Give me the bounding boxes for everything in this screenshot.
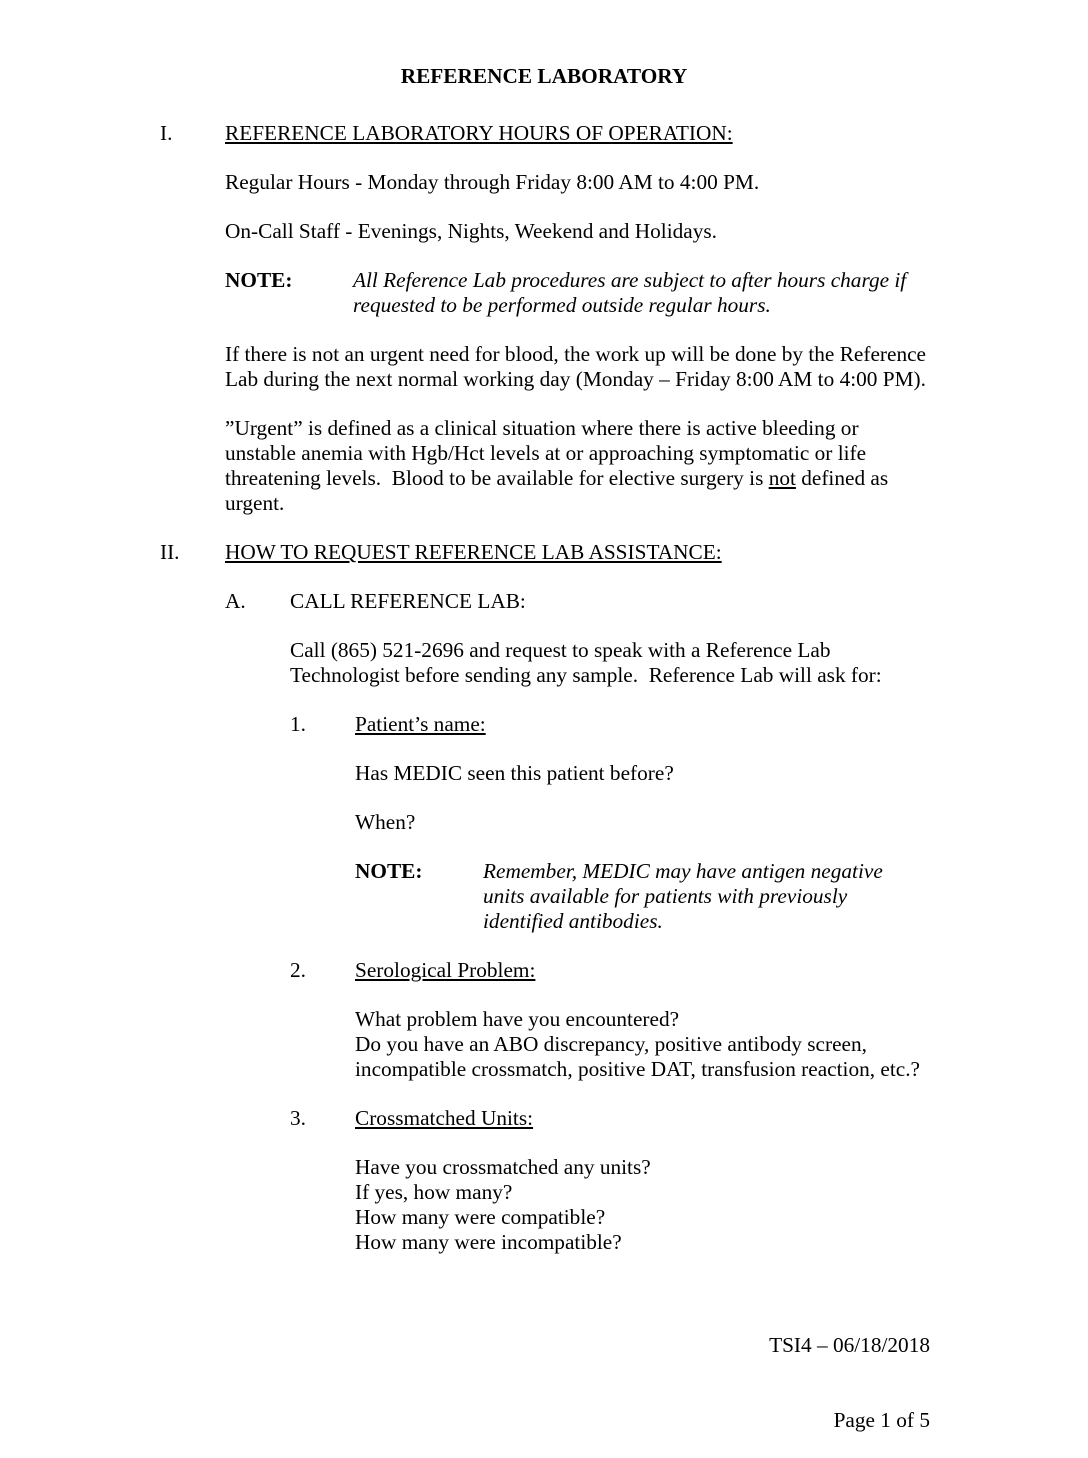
text-line: How many were compatible? [355,1205,606,1229]
text-line: Call (865) 521-2696 and request to speak with a Reference Lab [290,638,831,662]
note-line: identified antibodies. [483,909,663,933]
item-2-heading-row [290,958,948,983]
note-label: NOTE: [355,859,423,883]
paragraph-urgent-need [225,342,948,392]
section-2-heading: HOW TO REQUEST REFERENCE LAB ASSISTANCE: [225,540,722,564]
item-3-number: 3. [290,1106,306,1130]
item-a-heading-row [225,589,948,614]
text-line: unstable anemia with Hgb/Hct levels at or approaching symptomatic or life [225,441,867,465]
footer-page-number: Page 1 of 5 [833,1408,930,1432]
text-segment: defined as [795,466,889,490]
text-line: ”Urgent” is defined as a clinical situation where there is active bleeding or [225,416,859,440]
text-line: Technologist before sending any sample. Reference Lab will ask for: [290,663,882,687]
footer-document-id: TSI4 – 06/18/2018 [769,1333,930,1357]
note-line: Remember, MEDIC may have antigen negative [483,859,883,883]
item-a-letter: A. [225,589,246,613]
item-3-heading-row [290,1106,948,1131]
text-line: Lab during the next normal working day (Monday – Friday 8:00 AM to 4:00 PM). [225,367,926,391]
text-line: urgent. [225,491,285,515]
text-line [225,466,948,491]
item-1-number: 1. [290,712,306,736]
section-1-numeral: I. [160,121,173,145]
note-text [483,859,883,934]
item-1-heading-row [290,712,948,737]
note-text [353,268,906,318]
item-a-heading: CALL REFERENCE LAB: [290,589,526,613]
item-2-number: 2. [290,958,306,982]
note-antigen-negative [355,859,948,934]
text-line: Do you have an ABO discrepancy, positive antibody screen, [355,1032,867,1056]
text-line: What problem have you encountered? [355,1007,680,1031]
item-2-heading: Serological Problem: [355,958,536,982]
paragraph-when: When? [355,810,416,834]
note-line: requested to be performed outside regular hours. [353,293,771,317]
text-line: If yes, how many? [355,1180,513,1204]
text-line: incompatible crossmatch, positive DAT, transfusion reaction, etc.? [355,1057,920,1081]
note-line: units available for patients with previously [483,884,848,908]
note-line: All Reference Lab procedures are subject to after hours charge if [353,268,907,292]
paragraph-regular-hours: Regular Hours - Monday through Friday 8:00 AM to 4:00 PM. [225,170,760,194]
paragraph-call-intro [290,638,948,688]
item-1-heading: Patient’s name: [355,712,486,736]
paragraph-on-call-staff: On-Call Staff - Evenings, Nights, Weekend and Holidays. [225,219,717,243]
text-line: How many were incompatible? [355,1230,622,1254]
section-1-heading: REFERENCE LABORATORY HOURS OF OPERATION: [225,121,733,145]
note-label: NOTE: [225,268,293,292]
paragraph-crossmatch-questions [355,1155,948,1255]
paragraph-serological-questions [355,1007,948,1082]
paragraph-urgent-definition [225,416,948,516]
page-title: REFERENCE LABORATORY [400,64,688,88]
note-after-hours [225,268,948,318]
underlined-word-not: not [768,466,796,490]
section-2-heading-row [160,540,948,565]
section-2-numeral: II. [160,540,180,564]
item-3-heading: Crossmatched Units: [355,1106,534,1130]
paragraph-has-medic: Has MEDIC seen this patient before? [355,761,674,785]
page-footer [769,1283,930,1458]
text-line: Have you crossmatched any units? [355,1155,651,1179]
text-line: If there is not an urgent need for blood, the work up will be done by the Reference [225,342,926,366]
text-segment: threatening levels. Blood to be available for elective surgery is [225,466,769,490]
section-1-heading-row [160,121,948,146]
